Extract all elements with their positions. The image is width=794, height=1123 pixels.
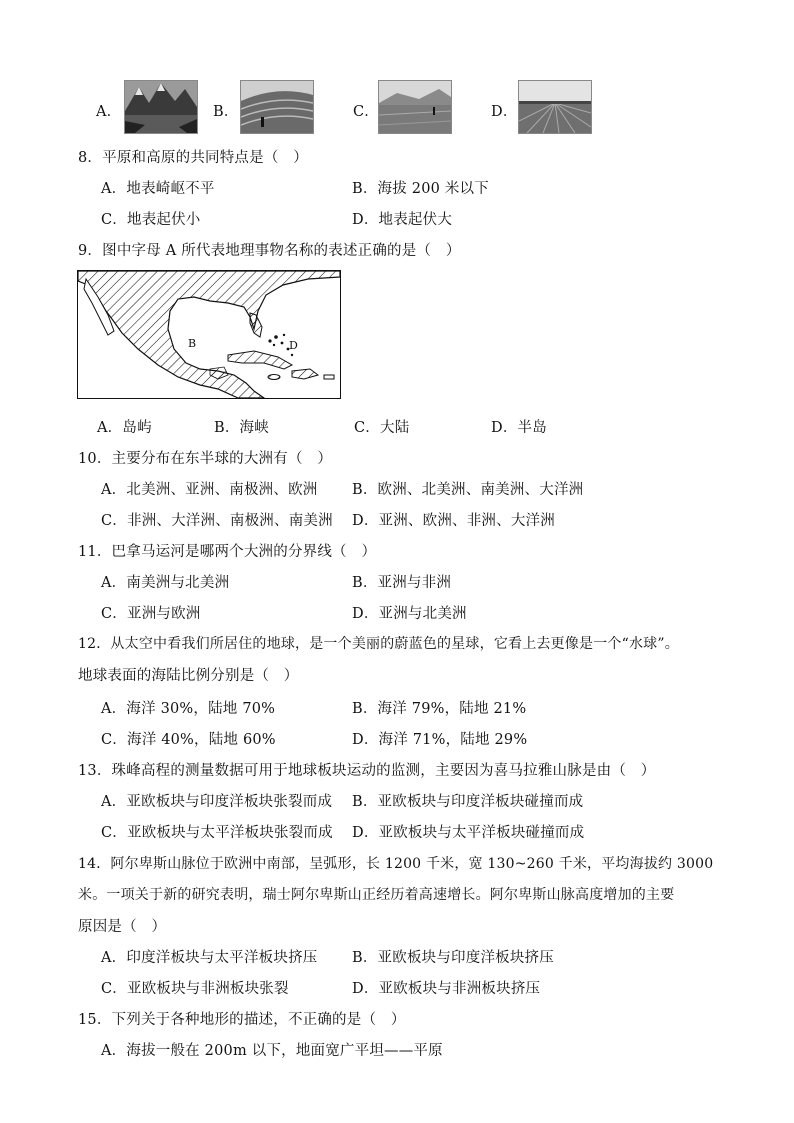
farmland-plain-photo [518,80,592,134]
q11-option-b[interactable]: B．亚洲与非洲 [352,575,452,591]
q10-option-b[interactable]: B．欧洲、北美洲、南美洲、大洋洲 [352,482,584,498]
mountain-lake-photo [124,80,198,134]
q8-option-b[interactable]: B．海拔 200 米以下 [352,181,489,197]
q9-option-c[interactable]: C．大陆 [354,420,410,436]
q8-option-d[interactable]: D．地表起伏大 [352,212,453,228]
q11-option-d[interactable]: D．亚洲与北美洲 [352,606,467,622]
q7-option-a-label: A． [96,104,122,120]
grassland-plain-photo [378,80,452,134]
question-11-stem: 11．巴拿马运河是哪两个大洲的分界线（ ） [78,544,377,560]
q14-option-a[interactable]: A．印度洋板块与太平洋板块挤压 [101,950,318,966]
question-12-stem-line-1: 12．从太空中看我们所居住的地球，是一个美丽的蔚蓝色的星球，它看上去更像是一个“水球”。 [78,636,679,652]
terraced-hills-photo [240,80,314,134]
question-15-stem: 15．下列关于各种地形的描述，不正确的是（ ） [78,1012,406,1028]
q13-option-c[interactable]: C．亚欧板块与太平洋板块张裂而成 [101,825,333,841]
q13-option-b[interactable]: B．亚欧板块与印度洋板块碰撞而成 [352,794,584,810]
q14-option-c[interactable]: C．亚欧板块与非洲板块张裂 [101,981,289,997]
q14-option-d[interactable]: D．亚欧板块与非洲板块挤压 [352,981,541,997]
question-13-stem: 13．珠峰高程的测量数据可用于地球板块运动的监测，主要因为喜马拉雅山脉是由（ ） [78,763,656,779]
q9-option-a[interactable]: A．岛屿 [97,420,152,436]
q9-option-d[interactable]: D．半岛 [491,420,547,436]
question-12-stem-line-2: 地球表面的海陆比例分别是（ ） [78,668,299,684]
q13-option-a[interactable]: A．亚欧板块与印度洋板块张裂而成 [101,794,333,810]
q10-option-d[interactable]: D．亚洲、欧洲、非洲、大洋洲 [352,513,555,529]
question-14-stem-line-1: 14．阿尔卑斯山脉位于欧洲中南部，呈弧形，长 1200 千米，宽 130~260 千米，平均海拔约 3000 [78,856,714,872]
q11-option-c[interactable]: C．亚洲与欧洲 [101,606,201,622]
q7-option-c-label: C． [353,104,379,120]
q10-option-c[interactable]: C．非洲、大洋洲、南极洲、南美洲 [101,513,333,529]
q8-option-a[interactable]: A．地表崎岖不平 [101,181,215,197]
question-14-stem-line-3: 原因是（ ） [78,919,167,935]
q7-option-b-label: B． [213,104,239,120]
q11-option-a[interactable]: A．南美洲与北美洲 [101,575,230,591]
q8-option-c[interactable]: C．地表起伏小 [101,212,201,228]
question-14-stem-line-2: 米。一项关于新的研究表明，瑞士阿尔卑斯山正经历着高速增长。阿尔卑斯山脉高度增加的主要 [78,887,675,903]
q12-option-d[interactable]: D．海洋 71%，陆地 29% [352,732,528,748]
question-9-stem: 9．图中字母 A 所代表地理事物名称的表述正确的是（ ） [78,243,461,259]
map-label-b: B [188,337,197,350]
question-8-stem: 8．平原和高原的共同特点是（ ） [78,150,308,166]
q15-option-a[interactable]: A．海拔一般在 200m 以下，地面宽广平坦——平原 [101,1043,443,1059]
caribbean-map [77,270,341,399]
q10-option-a[interactable]: A．北美洲、亚洲、南极洲、欧洲 [101,482,318,498]
q9-option-b[interactable]: B．海峡 [214,420,269,436]
q14-option-b[interactable]: B．亚欧板块与印度洋板块挤压 [352,950,554,966]
q13-option-d[interactable]: D．亚欧板块与太平洋板块碰撞而成 [352,825,585,841]
q12-option-c[interactable]: C．海洋 40%，陆地 60% [101,732,276,748]
q12-option-a[interactable]: A．海洋 30%，陆地 70% [101,701,276,717]
question-10-stem: 10．主要分布在东半球的大洲有（ ） [78,451,333,467]
q7-option-d-label: D． [491,104,518,120]
map-label-d: D [289,339,298,352]
q12-option-b[interactable]: B．海洋 79%，陆地 21% [352,701,527,717]
